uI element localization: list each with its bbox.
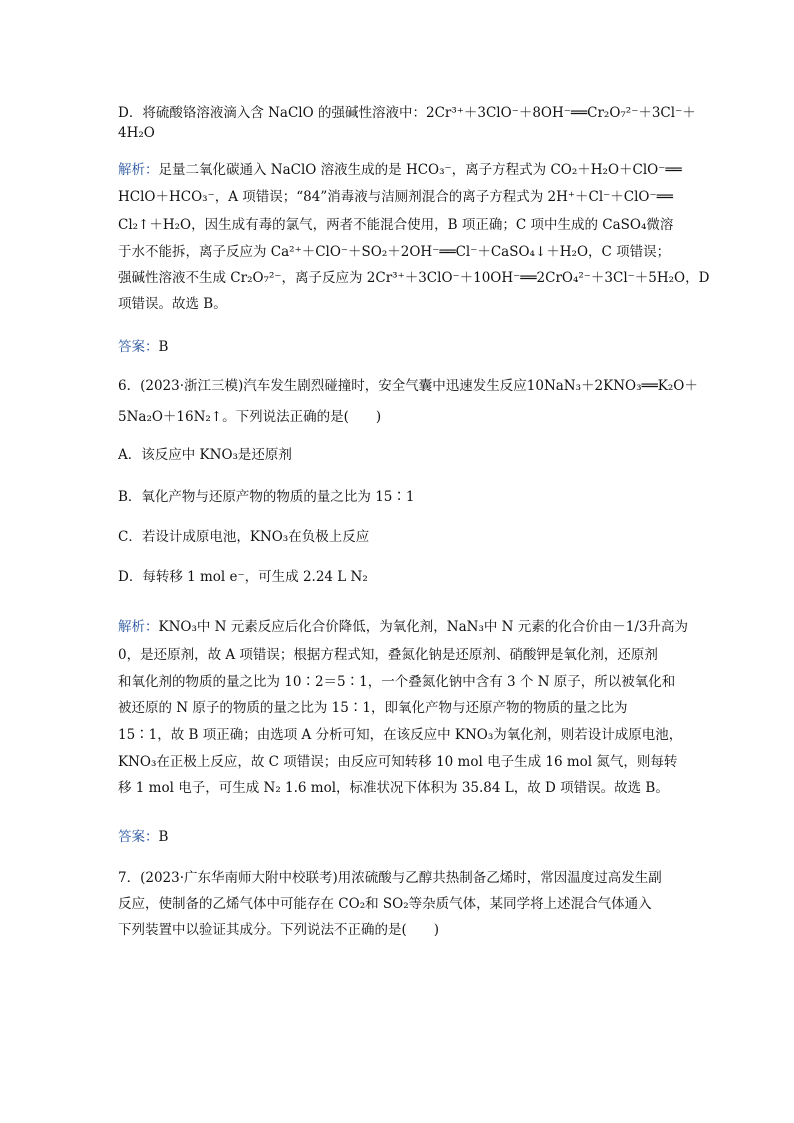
answer-value: B	[158, 829, 169, 845]
text-line: 和氧化剂的物质的量之比为 10∶2＝5∶1，一个叠氮化钠中含有 3 个 N 原子，所以被氧化和	[118, 674, 676, 690]
option-d: D．每转移 1 mol e⁻，可生成 2.24 L N₂	[118, 569, 368, 585]
q6-answer	[118, 828, 168, 846]
analysis-label: 解析：	[118, 162, 159, 178]
text-line: KNO₃在正极上反应，故 C 项错误；由反应可知转移 10 mol 电子生成 16 mol 氮气，则每转	[118, 754, 678, 770]
option-b: B．氧化产物与还原产物的物质的量之比为 15∶1	[118, 489, 415, 505]
text-line: 4H₂O	[118, 125, 155, 141]
text-line: 足量二氧化碳通入 NaClO 溶液生成的是 HCO₃⁻，离子方程式为 CO₂＋H₂O＋ClO⁻══	[158, 162, 682, 178]
text-line: Cl₂↑＋H₂O，因生成有毒的氯气，两者不能混合使用，B 项正确；C 项中生成的 CaSO₄微溶	[118, 217, 674, 233]
text-line: 15∶1，故 B 项正确；由选项 A 分析可知，在该反应中 KNO₃为氧化剂，则若设计成原电池，	[118, 727, 683, 743]
text-line: 0，是还原剂，故 A 项错误；根据方程式知，叠氮化钠是还原剂、硝酸钾是氧化剂，还原剂	[118, 647, 658, 663]
answer-value: B	[158, 339, 169, 355]
question-stem: 6．(2023·浙江三模)汽车发生剧烈碰撞时，安全气囊中迅速发生反应10NaN₃＋2KNO₃══K₂O＋	[118, 378, 698, 394]
answer-label: 答案：	[118, 829, 159, 845]
text-line: 于水不能拆，离子反应为 Ca²⁺＋ClO⁻＋SO₂＋2OH⁻══Cl⁻＋CaSO₄↓＋H₂O，C 项错误；	[118, 244, 671, 260]
question-stem: 5Na₂O＋16N₂↑。下列说法正确的是( )	[118, 409, 382, 425]
text-line: D．将硫酸铬溶液滴入含 NaClO 的强碱性溶液中：2Cr³⁺＋3ClO⁻＋8OH⁻══Cr₂O₇²⁻＋3Cl⁻＋	[118, 105, 696, 121]
question-stem: 反应，使制备的乙烯气体中可能存在 CO₂和 SO₂等杂质气体，某同学将上述混合气体通入	[118, 896, 652, 912]
q5-answer	[118, 338, 168, 356]
text-line: 移 1 mol 电子，可生成 N₂ 1.6 mol，标准状况下体积为 35.84 L，故 D 项错误。故选 B。	[118, 780, 669, 796]
text-line: 项错误。故选 B。	[118, 296, 227, 312]
answer-label: 答案：	[118, 339, 159, 355]
text-line: 被还原的 N 原子的物质的量之比为 15∶1，即氧化产物与还原产物的物质的量之比为	[118, 700, 628, 716]
text-line: 强碱性溶液不生成 Cr₂O₇²⁻，离子反应为 2Cr³⁺＋3ClO⁻＋10OH⁻══2CrO₄²⁻＋3Cl⁻＋5H₂O，D	[118, 270, 710, 286]
question-stem: 7．(2023·广东华南师大附中校联考)用浓硫酸与乙醇共热制备乙烯时，常因温度过高发生副	[118, 870, 662, 886]
analysis-label: 解析：	[118, 619, 159, 635]
option-c: C．若设计成原电池，KNO₃在负极上反应	[118, 529, 370, 545]
text-line: HClO＋HCO₃⁻，A 项错误；“84”消毒液与洁厕剂混合的离子方程式为 2H⁺＋Cl⁻＋ClO⁻══	[118, 189, 673, 205]
text-line: KNO₃中 N 元素反应后化合价降低，为氧化剂，NaN₃中 N 元素的化合价由－1/3升高为	[158, 619, 688, 635]
option-a: A．该反应中 KNO₃是还原剂	[118, 447, 292, 463]
question-stem: 下列装置中以验证其成分。下列说法不正确的是( )	[118, 922, 440, 938]
